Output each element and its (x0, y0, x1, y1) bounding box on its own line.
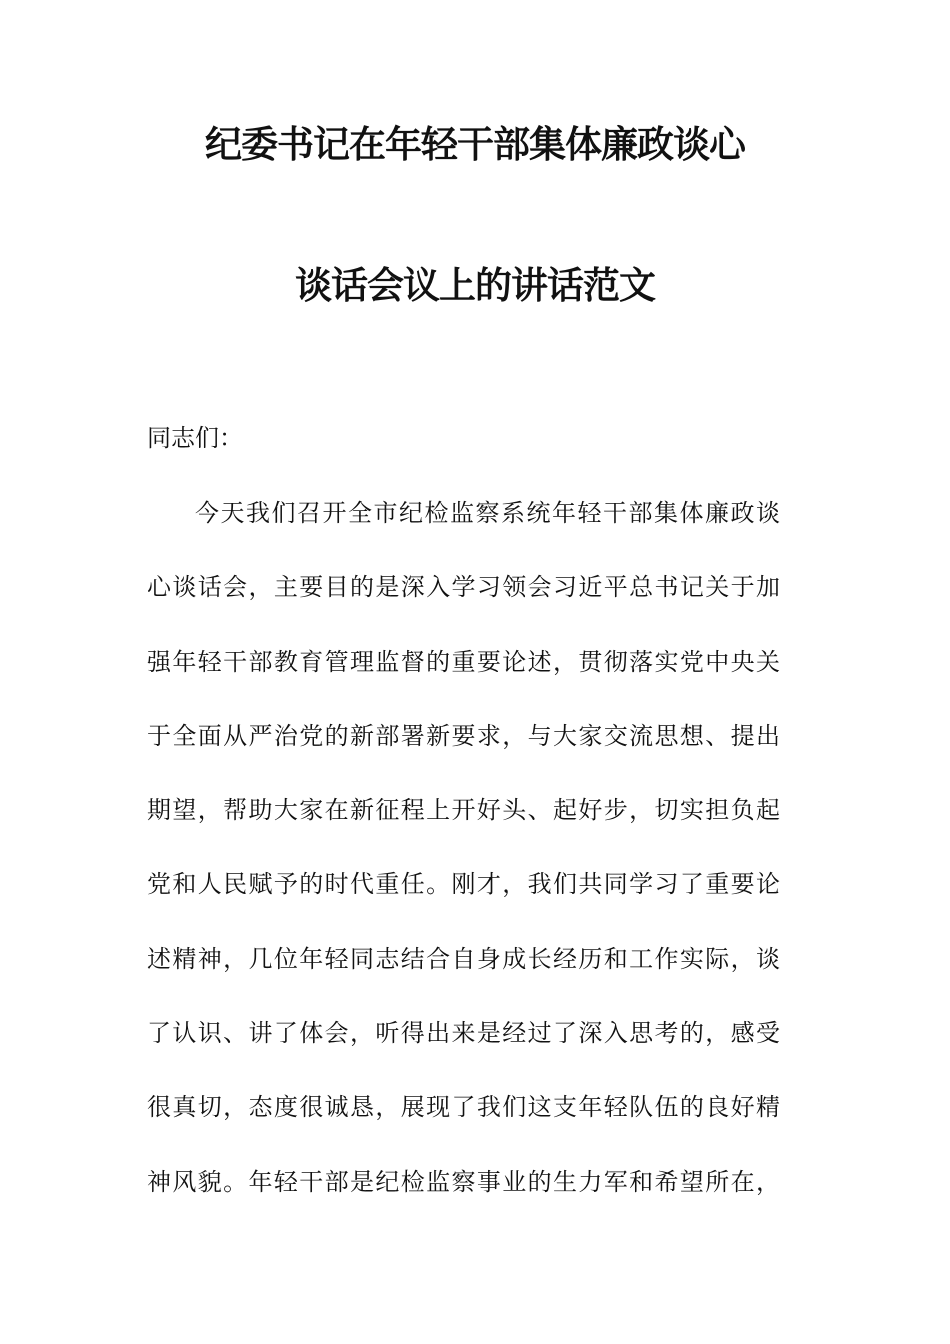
paragraph-line-2: 心谈话会，主要目的是深入学习领会习近平总书记关于加 (147, 573, 780, 601)
paragraph-line-9: 很真切，态度很诚恳，展现了我们这支年轻队伍的良好精 (147, 1093, 780, 1121)
paragraph-line-3: 强年轻干部教育管理监督的重要论述，贯彻落实党中央关 (147, 648, 780, 676)
document-title-line-2: 谈话会议上的讲话范文 (295, 264, 655, 307)
paragraph-line-6: 党和人民赋予的时代重任。刚才，我们共同学习了重要论 (147, 870, 780, 898)
paragraph-line-8: 了认识、讲了体会，听得出来是经过了深入思考的，感受 (147, 1019, 780, 1047)
salutation: 同志们： (147, 424, 243, 452)
document-title-line-1: 纪委书记在年轻干部集体廉政谈心 (205, 123, 745, 166)
paragraph-line-7: 述精神，几位年轻同志结合自身成长经历和工作实际，谈 (147, 945, 780, 973)
paragraph-line-5: 期望，帮助大家在新征程上开好头、起好步，切实担负起 (147, 796, 780, 824)
paragraph-line-1: 今天我们召开全市纪检监察系统年轻干部集体廉政谈 (195, 499, 780, 527)
paragraph-line-10: 神风貌。年轻干部是纪检监察事业的生力军和希望所在， (147, 1168, 780, 1196)
paragraph-line-4: 于全面从严治党的新部署新要求，与大家交流思想、提出 (147, 722, 780, 750)
